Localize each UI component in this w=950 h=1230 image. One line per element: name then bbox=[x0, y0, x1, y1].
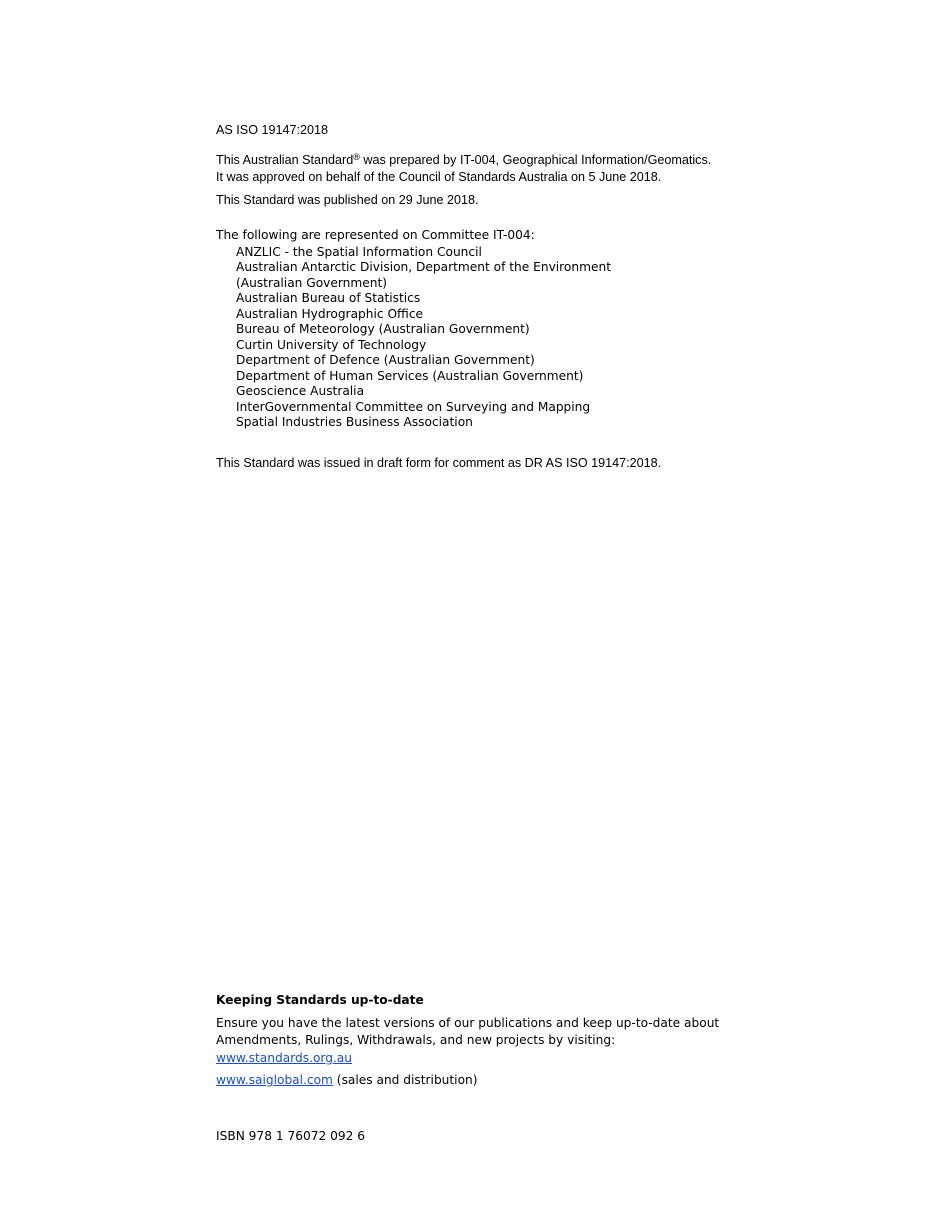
committee-member: Australian Bureau of Statistics bbox=[236, 291, 421, 306]
registered-mark: ® bbox=[353, 152, 360, 162]
isbn: ISBN 978 1 76072 092 6 bbox=[216, 1129, 365, 1143]
committee-member: Department of Human Services (Australian Government) bbox=[236, 368, 584, 383]
saiglobal-link-row bbox=[216, 1072, 478, 1089]
footer-heading: Keeping Standards up-to-date bbox=[216, 993, 424, 1007]
footer-body-line-1: Ensure you have the latest versions of our publications and keep up-to-date about bbox=[216, 1016, 720, 1030]
committee-member: Geoscience Australia bbox=[236, 384, 365, 399]
committee-member: Australian Hydrographic Office bbox=[236, 306, 424, 321]
committee-member: Curtin University of Technology bbox=[236, 337, 427, 352]
committee-member: ANZLIC - the Spatial Information Council bbox=[236, 245, 482, 259]
committee-member: Bureau of Meteorology (Australian Government) bbox=[236, 322, 530, 337]
committee-intro: The following are represented on Committee IT-004: bbox=[216, 228, 535, 242]
footer-body-line-2: Amendments, Rulings, Withdrawals, and new projects by visiting: bbox=[216, 1033, 616, 1047]
prepared-by-line bbox=[216, 152, 711, 169]
standards-website-link[interactable]: www.standards.org.au bbox=[216, 1051, 352, 1065]
prepared-by-suffix: was prepared by IT-004, Geographical Information/Geomatics. bbox=[359, 153, 712, 167]
committee-member: (Australian Government) bbox=[236, 275, 388, 290]
prepared-by-prefix: This Australian Standard bbox=[216, 153, 354, 167]
approved-line: It was approved on behalf of the Council of Standards Australia on 5 June 2018. bbox=[216, 170, 662, 184]
committee-member-list bbox=[236, 245, 611, 430]
saiglobal-website-link[interactable]: www.saiglobal.com bbox=[216, 1073, 333, 1087]
committee-member: Australian Antarctic Division, Department of the Environment bbox=[236, 260, 611, 275]
committee-member: Spatial Industries Business Association bbox=[236, 414, 473, 429]
draft-line: This Standard was issued in draft form for comment as DR AS ISO 19147:2018. bbox=[216, 456, 662, 470]
standard-designation: AS ISO 19147:2018 bbox=[216, 123, 329, 137]
published-line: This Standard was published on 29 June 2018. bbox=[216, 193, 479, 207]
standards-link-row bbox=[216, 1050, 352, 1067]
committee-member: Department of Defence (Australian Government) bbox=[236, 353, 535, 368]
saiglobal-note: (sales and distribution) bbox=[332, 1073, 478, 1087]
committee-member: InterGovernmental Committee on Surveying and Mapping bbox=[236, 399, 591, 414]
